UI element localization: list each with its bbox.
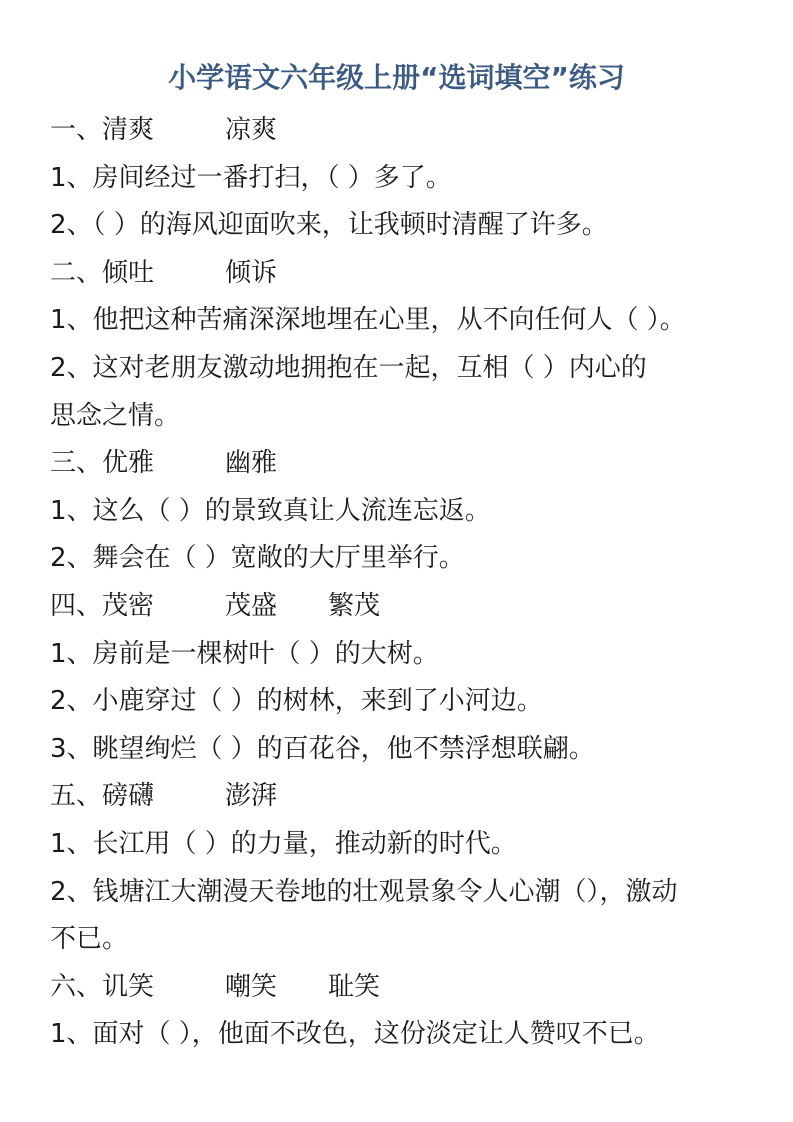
- section-heading: [50, 440, 750, 488]
- section-heading: [50, 964, 750, 1012]
- section-word-option: 耻笑: [328, 971, 381, 1002]
- section-heading: [50, 107, 750, 155]
- exercise-sentence: 1、他把这种苦痛深深地埋在心里，从不向任何人（ ）。: [50, 305, 686, 336]
- section-word-option: 幽雅: [225, 448, 278, 479]
- exercise-sentence: 1、房前是一棵树叶（ ）的大树。: [50, 638, 439, 669]
- section-word-option: 二、倾吐: [50, 257, 155, 288]
- section-word-option: 六、讥笑: [50, 971, 155, 1002]
- section-word-option: 五、磅礴: [50, 781, 155, 812]
- exercise-sentence: 3、眺望绚烂（ ）的百花谷，他不禁浮想联翩。: [50, 733, 595, 764]
- section-word-option: 三、优雅: [50, 448, 155, 479]
- exercise-sentence-continuation: 思念之情。: [50, 400, 181, 431]
- exercise-sentence-continuation: 不已。: [50, 924, 129, 955]
- section-heading: [50, 773, 750, 821]
- section-word-option: 繁茂: [328, 590, 381, 621]
- exercise-sentence: 2、钱塘江大潮漫天卷地的壮观景象令人心潮（），激动: [50, 876, 678, 907]
- exercise-sentence: 2、这对老朋友激动地拥抱在一起，互相（ ）内心的: [50, 352, 647, 383]
- exercise-sentence: 1、面对（ ），他面不改色，这份淡定让人赞叹不已。: [50, 1019, 660, 1050]
- section-word-option: 嘲笑: [225, 971, 278, 1002]
- page-title: 小学语文六年级上册“选词填空”练习: [168, 61, 625, 94]
- exercise-sentence: 1、长江用（ ）的力量，推动新的时代。: [50, 828, 517, 859]
- section-word-option: 茂盛: [225, 590, 278, 621]
- exercise-sentence: 2、小鹿穿过（ ）的树林，来到了小河边。: [50, 686, 543, 717]
- exercise-sentence: 2、（ ）的海风迎面吹来，让我顿时清醒了许多。: [50, 210, 608, 241]
- section-word-option: 凉爽: [225, 115, 278, 145]
- section-word-option: 一、清爽: [50, 115, 155, 145]
- section-word-option: 澎湃: [225, 781, 278, 812]
- section-heading: [50, 250, 750, 298]
- exercise-sentence: 1、房间经过一番打扫，（ ）多了。: [50, 162, 452, 193]
- section-word-option: 倾诉: [225, 257, 278, 288]
- exercise-list: [50, 107, 750, 1059]
- exercise-sentence: 2、舞会在（ ）宽敞的大厅里举行。: [50, 543, 465, 574]
- section-heading: [50, 583, 750, 631]
- section-word-option: 四、茂密: [50, 590, 155, 621]
- exercise-sentence: 1、这么（ ）的景致真让人流连忘返。: [50, 495, 491, 526]
